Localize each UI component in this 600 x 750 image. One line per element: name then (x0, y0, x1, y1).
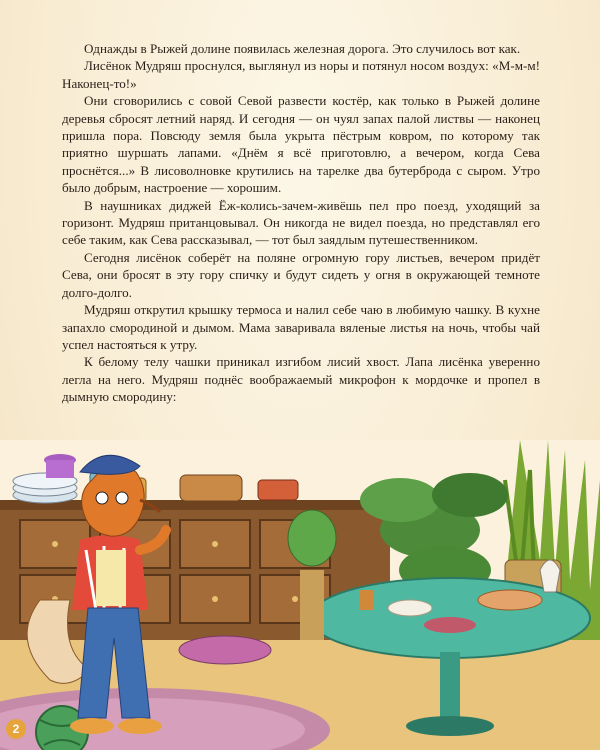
kitchen-illustration (0, 440, 600, 750)
paragraph-2: Лисёнок Мудряш проснулся, выглянул из норы и потянул носом воздух: «М-м-м! Наконец-то!» (62, 58, 540, 91)
paragraph-3: Они сговорились с совой Севой развести костёр, как только в Рыжей долине деревья сбросят летний наряд. И сегодня — он чуял запах палой листвы — наконец пришла пора. Повсюду земля была укрыта пёстрым ковром, по которому так приятно шуршать лапами. «Днём я всё приготовлю, а вечером, когда Сева проснётся...» В лисоволновке крутились на тарелке два бутерброда с сыром. Утро было добрым, настроение — хорошим. (62, 93, 540, 196)
paragraph-7: К белому телу чашки приникал изгибом лисий хвост. Лапа лисёнка уверенно легла на него. Мудряш поднёс воображаемый микрофон к мордочке и пропел в дымную смородину: (62, 354, 540, 405)
paragraph-5: Сегодня лисёнок соберёт на поляне огромную гору листьев, вечером придёт Сева, они бросят в эту гору спичку и будут сидеть у огня в окружающей темноте долго-долго. (62, 249, 540, 300)
story-text (62, 40, 540, 406)
paragraph-1: Однажды в Рыжей долине появилась железная дорога. Это случилось вот как. (84, 41, 521, 56)
paragraph-4: В наушниках диджей Ёж-колись-зачем-живёшь пел про поезд, уходящий за горизонт. Мудряш пританцовывал. Он никогда не видел поезда, но представлял его себе таким, как Сева рассказывал, — тот был заядлым путешественником. (62, 197, 540, 248)
page-number: 2 (6, 719, 26, 739)
paragraph-6: Мудряш открутил крышку термоса и налил себе чаю в любимую чашку. В кухне запахло смородиной и дымом. Мама заваривала вяленые листья на ночь, чтобы чай успел настояться к утру. (62, 302, 540, 352)
